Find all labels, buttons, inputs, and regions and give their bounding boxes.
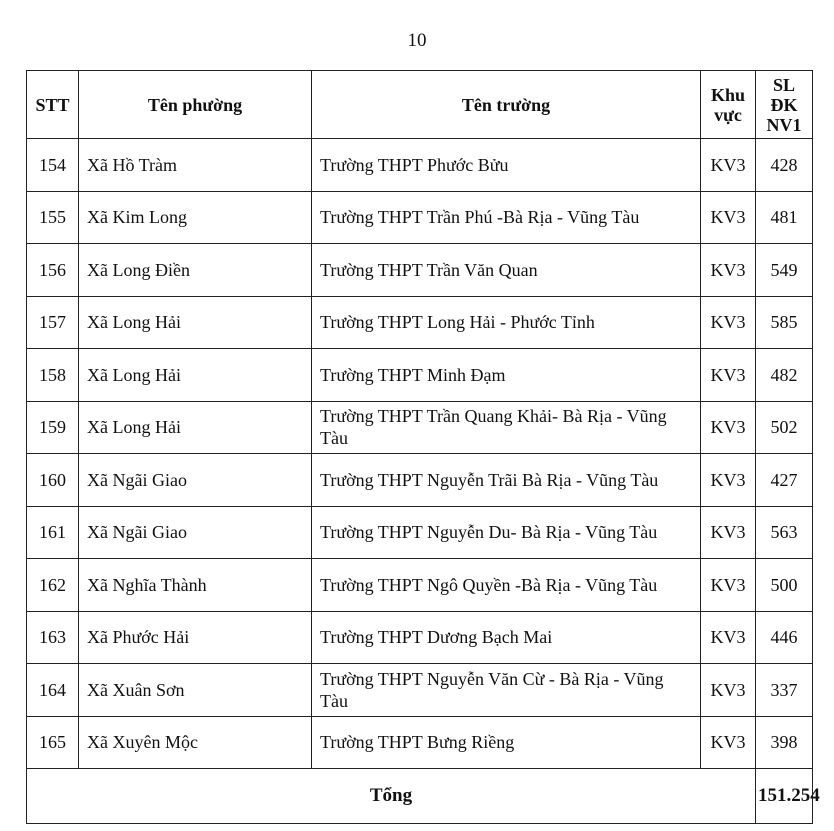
cell-count: 481 — [756, 191, 813, 244]
cell-school: Trường THPT Trần Phú -Bà Rịa - Vũng Tàu — [312, 191, 701, 244]
table-row — [27, 401, 813, 454]
cell-count: 585 — [756, 296, 813, 349]
cell-ward: Xã Long Hải — [79, 296, 312, 349]
cell-area: KV3 — [701, 454, 756, 507]
header-stt: STT — [27, 71, 79, 139]
cell-area: KV3 — [701, 349, 756, 402]
total-label: Tổng — [27, 769, 756, 824]
cell-ward: Xã Nghĩa Thành — [79, 559, 312, 612]
cell-area: KV3 — [701, 611, 756, 664]
cell-stt: 161 — [27, 506, 79, 559]
total-row — [27, 769, 813, 824]
cell-area: KV3 — [701, 716, 756, 769]
cell-ward: Xã Long Hải — [79, 401, 312, 454]
cell-count: 502 — [756, 401, 813, 454]
cell-stt: 165 — [27, 716, 79, 769]
cell-school: Trường THPT Phước Bửu — [312, 139, 701, 192]
school-registration-table — [26, 70, 820, 824]
cell-stt: 159 — [27, 401, 79, 454]
table-row — [27, 611, 813, 664]
cell-ward: Xã Phước Hải — [79, 611, 312, 664]
page-number: 10 — [407, 30, 427, 51]
table-row — [27, 559, 813, 612]
cell-ward: Xã Xuyên Mộc — [79, 716, 312, 769]
cell-school: Trường THPT Nguyễn Văn Cừ - Bà Rịa - Vũng Tàu — [312, 664, 701, 717]
table-row — [27, 454, 813, 507]
table-row — [27, 664, 813, 717]
cell-area: KV3 — [701, 191, 756, 244]
header-school: Tên trường — [312, 71, 701, 139]
cell-count: 427 — [756, 454, 813, 507]
table-row — [27, 191, 813, 244]
header-count-line2: ĐK — [770, 94, 798, 115]
cell-area: KV3 — [701, 401, 756, 454]
header-ward: Tên phường — [79, 71, 312, 139]
cell-school: Trường THPT Trần Văn Quan — [312, 244, 701, 297]
cell-school: Trường THPT Trần Quang Khải- Bà Rịa - Vũng Tàu — [312, 401, 701, 454]
cell-stt: 156 — [27, 244, 79, 297]
cell-ward: Xã Long Điền — [79, 244, 312, 297]
cell-area: KV3 — [701, 664, 756, 717]
cell-stt: 163 — [27, 611, 79, 664]
cell-school: Trường THPT Bưng Riềng — [312, 716, 701, 769]
cell-ward: Xã Ngãi Giao — [79, 454, 312, 507]
cell-area: KV3 — [701, 559, 756, 612]
table-row — [27, 296, 813, 349]
table-header-row — [27, 71, 813, 139]
cell-count: 500 — [756, 559, 813, 612]
cell-school: Trường THPT Minh Đạm — [312, 349, 701, 402]
cell-stt: 157 — [27, 296, 79, 349]
cell-count: 428 — [756, 139, 813, 192]
cell-area: KV3 — [701, 244, 756, 297]
cell-school: Trường THPT Nguyễn Du- Bà Rịa - Vũng Tàu — [312, 506, 701, 559]
cell-stt: 160 — [27, 454, 79, 507]
cell-stt: 154 — [27, 139, 79, 192]
table-row — [27, 506, 813, 559]
cell-area: KV3 — [701, 296, 756, 349]
cell-ward: Xã Kim Long — [79, 191, 312, 244]
cell-stt: 155 — [27, 191, 79, 244]
cell-count: 398 — [756, 716, 813, 769]
table-row — [27, 349, 813, 402]
cell-count: 337 — [756, 664, 813, 717]
cell-school: Trường THPT Nguyễn Trãi Bà Rịa - Vũng Tàu — [312, 454, 701, 507]
cell-count: 549 — [756, 244, 813, 297]
table-row — [27, 244, 813, 297]
table-row — [27, 139, 813, 192]
cell-stt: 158 — [27, 349, 79, 402]
cell-stt: 162 — [27, 559, 79, 612]
cell-school: Trường THPT Long Hải - Phước Tỉnh — [312, 296, 701, 349]
header-count-line3: NV1 — [766, 114, 802, 135]
cell-school: Trường THPT Dương Bạch Mai — [312, 611, 701, 664]
cell-ward: Xã Long Hải — [79, 349, 312, 402]
cell-ward: Xã Hồ Tràm — [79, 139, 312, 192]
cell-count: 563 — [756, 506, 813, 559]
table-row — [27, 716, 813, 769]
cell-ward: Xã Ngãi Giao — [79, 506, 312, 559]
header-area-line1: Khu — [710, 84, 746, 105]
cell-stt: 164 — [27, 664, 79, 717]
header-count-line1: SL — [772, 74, 796, 95]
cell-area: KV3 — [701, 139, 756, 192]
header-count — [756, 71, 813, 139]
cell-area: KV3 — [701, 506, 756, 559]
header-area-line2: vực — [714, 104, 742, 125]
cell-count: 446 — [756, 611, 813, 664]
cell-count: 482 — [756, 349, 813, 402]
cell-school: Trường THPT Ngô Quyền -Bà Rịa - Vũng Tàu — [312, 559, 701, 612]
cell-ward: Xã Xuân Sơn — [79, 664, 312, 717]
total-value: 151.254 — [756, 769, 813, 824]
header-area — [701, 71, 756, 139]
